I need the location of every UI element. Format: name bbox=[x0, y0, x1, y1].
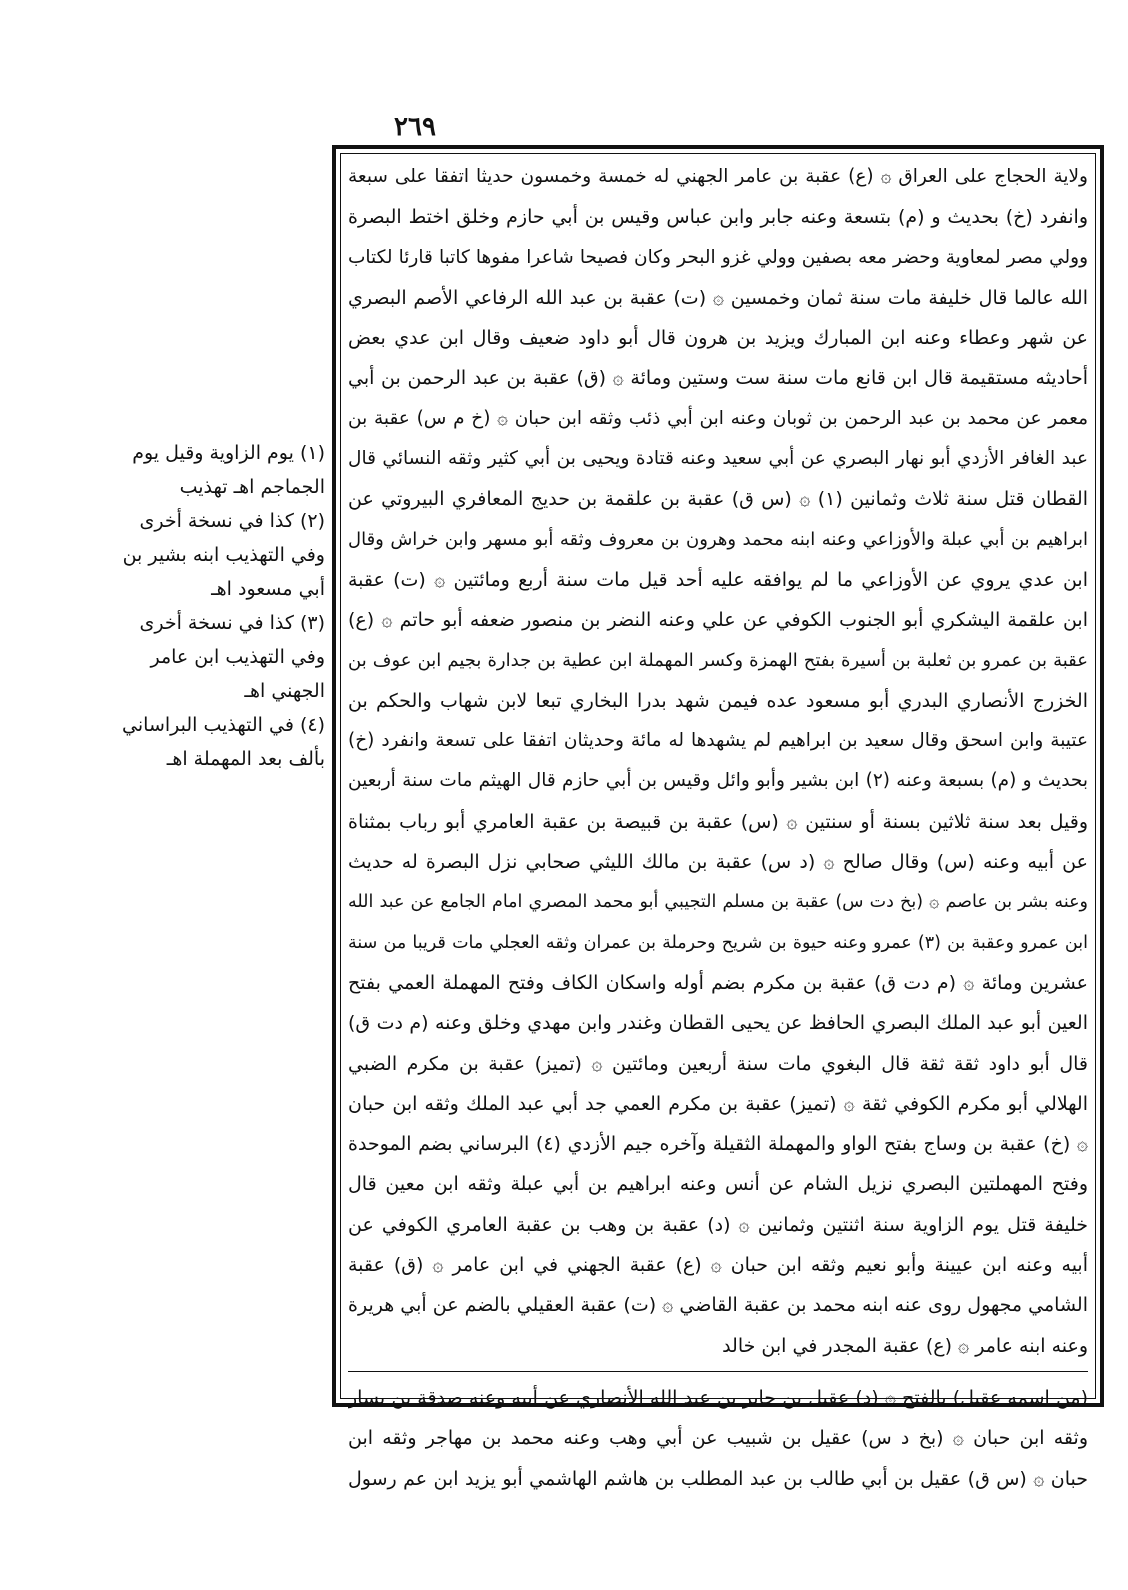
text-line: قال أبو داود ثقة ثقة قال البغوي مات سنة أربعين ومائتين ۞ (تميز) عقبة بن مكرم الضبي bbox=[348, 1052, 1088, 1075]
footnote-1 bbox=[120, 436, 325, 504]
footnotes-margin bbox=[120, 436, 325, 776]
text-line: القطان قتل سنة ثلاث وثمانين (١) ۞ (س ق) عقبة بن علقمة بن حديج المعافري البيروتي عن bbox=[348, 488, 1088, 511]
text-line: وانفرد (خ) بحديث و (م) بتسعة وعنه جابر وابن عباس وقيس بن أبي حازم وخلق اختط البصرة bbox=[348, 206, 1088, 229]
text-line: الشامي مجهول روى عنه ابنه محمد بن عقبة القاضي ۞ (ت) عقبة العقيلي بالضم عن أبي هريرة bbox=[348, 1294, 1088, 1317]
text-line: ابن عمرو وعقبة بن (٣) عمرو وعنه حيوة بن شريح وحرملة بن عمران وثقه العجلي مات قريبا من سنة bbox=[348, 932, 1088, 953]
footnote-line: (١) يوم الزاوية وقيل يوم bbox=[132, 442, 325, 464]
text-line: عن شهر وعطاء وعنه ابن المبارك ويزيد بن هرون قال أبو داود ضعيف وقال ابن عدي بعض bbox=[348, 327, 1088, 350]
text-line: وثقه ابن حبان ۞ (بخ د س) عقيل بن شبيب عن أبي وهب وعنه محمد بن مهاجر وثقه ابن bbox=[348, 1427, 1088, 1450]
footnote-2 bbox=[120, 504, 325, 606]
footnote-line: وفي التهذيب ابنه بشير بن bbox=[122, 544, 325, 566]
text-line: ابن عدي يروي عن الأوزاعي ما لم يوافقه عليه أحد قيل مات سنة أربع ومائتين ۞ (ت) عقبة bbox=[348, 568, 1088, 591]
text-line: بحديث و (م) بسبعة وعنه (٢) ابن بشير وأبو وائل وقيس بن أبي حازم قال الهيثم مات سنة أربعين bbox=[348, 770, 1088, 792]
footnote-line: الجهني اهـ bbox=[244, 680, 325, 702]
text-line: وقيل بعد سنة ثلاثين بسنة أو سنتين ۞ (س) عقبة بن قبيصة بن عقبة العامري أبو رباب بمثناة bbox=[348, 810, 1088, 833]
text-line: العين أبو عبد الملك البصري الحافظ عن يحيى القطان وغندر وابن مهدي وخلق وعنه (م دت ق) bbox=[348, 1012, 1088, 1035]
footnote-line: الجماجم اهـ تهذيب bbox=[179, 476, 325, 498]
page-number: ٢٦٩ bbox=[394, 112, 436, 142]
footnote-line: وفي التهذيب ابن عامر bbox=[150, 646, 325, 668]
text-line: عبد الغافر الأزدي أبو نهار البصري عن أبي سعيد وعنه قتادة ويحيى بن أبي كثير وثقه النسائي قال bbox=[348, 448, 1088, 470]
text-frame bbox=[332, 145, 1104, 1490]
text-line: عقبة بن عمرو بن ثعلبة بن أسيرة بفتح الهمزة وكسر المهملة ابن عطية بن جدارة بجيم ابن عوف بن bbox=[348, 649, 1088, 671]
footnote-line: أبي مسعود اهـ bbox=[211, 578, 325, 600]
text-line: عشرين ومائة ۞ (م دت ق) عقبة بن مكرم بضم أوله واسكان الكاف وفتح المهملة العمي بفتح bbox=[348, 971, 1088, 994]
text-line: الخزرج الأنصاري البدري أبو مسعود عده فيمن شهد بدرا البخاري تبعا لابن شهاب والحكم بن bbox=[348, 689, 1088, 712]
text-line: ولاية الحجاج على العراق ۞ (ع) عقبة بن عامر الجهني له خمسة وخمسون حديثا اتفقا على سبعة bbox=[348, 166, 1088, 187]
text-line: معمر عن محمد بن عبد الرحمن بن ثوبان وعنه ابن أبي ذئب وثقه ابن حبان ۞ (خ م س) عقبة بن bbox=[348, 407, 1088, 429]
footnote-line: (٣) كذا في نسخة أخرى bbox=[139, 612, 325, 634]
text-line: وولي مصر لمعاوية وحضر معه بصفين وولي غزو البحر وكان فصيحا شاعرا مفوها كاتبا قارئا لكتاب bbox=[348, 246, 1088, 268]
main-text bbox=[348, 157, 1088, 1490]
text-line: حبان ۞ (س ق) عقيل بن أبي طالب بن عبد المطلب بن هاشم الهاشمي أبو يزيد ابن عم رسول bbox=[348, 1467, 1088, 1490]
text-line: ۞ (خ) عقبة بن وساج بفتح الواو والمهملة الثقيلة وآخره جيم الأزدي (٤) البرساني بضم الموحدة bbox=[348, 1133, 1088, 1156]
text-line: عن أبيه وعنه (س) وقال صالح ۞ (د س) عقبة بن مالك الليثي صحابي نزل البصرة له حديث bbox=[348, 851, 1088, 874]
text-line: عتيبة وابن اسحق وقال سعيد بن ابراهيم لم يشهدها له مائة وحديثان اتفقا على تسعة وانفرد (خ) bbox=[348, 730, 1088, 752]
text-line: أحاديثه مستقيمة قال ابن قانع مات سنة ست وستين ومائة ۞ (ق) عقبة بن عبد الرحمن بن أبي bbox=[348, 367, 1088, 390]
footnote-line: (٤) في التهذيب البراساني bbox=[122, 714, 325, 736]
footnote-4 bbox=[120, 708, 325, 776]
text-line: أبيه وعنه ابن عيينة وأبو نعيم وثقه ابن حبان ۞ (ع) عقبة الجهني في ابن عامر ۞ (ق) عقبة bbox=[348, 1254, 1088, 1277]
text-line: (من اسمه عقيل) بالفتح ۞ (د) عقيل بن جابر بن عبد الله الأنصاري عن أبيه وعنه صدقة بن يسار bbox=[348, 1386, 1088, 1409]
footnote-3 bbox=[120, 606, 325, 708]
footnote-line: بألف بعد المهملة اهـ bbox=[166, 748, 325, 770]
footnote-line: (٢) كذا في نسخة أخرى bbox=[139, 510, 325, 532]
text-line: خليفة قتل يوم الزاوية سنة اثنتين وثمانين ۞ (د) عقبة بن وهب بن عقبة العامري الكوفي عن bbox=[348, 1213, 1088, 1236]
section-divider bbox=[348, 1366, 1088, 1378]
text-line: ابن علقمة اليشكري أبو الجنوب الكوفي عن علي وعنه النضر بن منصور ضعفه أبو حاتم ۞ (ع) bbox=[348, 609, 1088, 632]
text-line: الله عالما قال خليفة مات سنة ثمان وخمسين ۞ (ت) عقبة بن عبد الله الرفاعي الأصم البصري bbox=[348, 286, 1088, 309]
text-line: وعنه بشر بن عاصم ۞ (بخ دت س) عقبة بن مسلم التجيبي أبو محمد المصري امام الجامع عن عبد الله bbox=[348, 892, 1088, 913]
text-line: الهلالي أبو مكرم الكوفي ثقة ۞ (تميز) عقبة بن مكرم العمي جد أبي عبد الملك وثقه ابن حبان bbox=[348, 1092, 1088, 1115]
text-line: وعنه ابنه عامر ۞ (ع) عقبة المجدر في ابن خالد bbox=[722, 1334, 1088, 1357]
text-line: وفتح المهملتين البصري نزيل الشام عن أنس وعنه ابراهيم بن أبي عبلة وثقه ابن معين قال bbox=[348, 1173, 1088, 1196]
text-line: ابراهيم بن أبي عبلة والأوزاعي وعنه ابنه محمد وهرون بن معروف وثقه أبو مسهر وابن خراش وقال bbox=[348, 528, 1088, 550]
